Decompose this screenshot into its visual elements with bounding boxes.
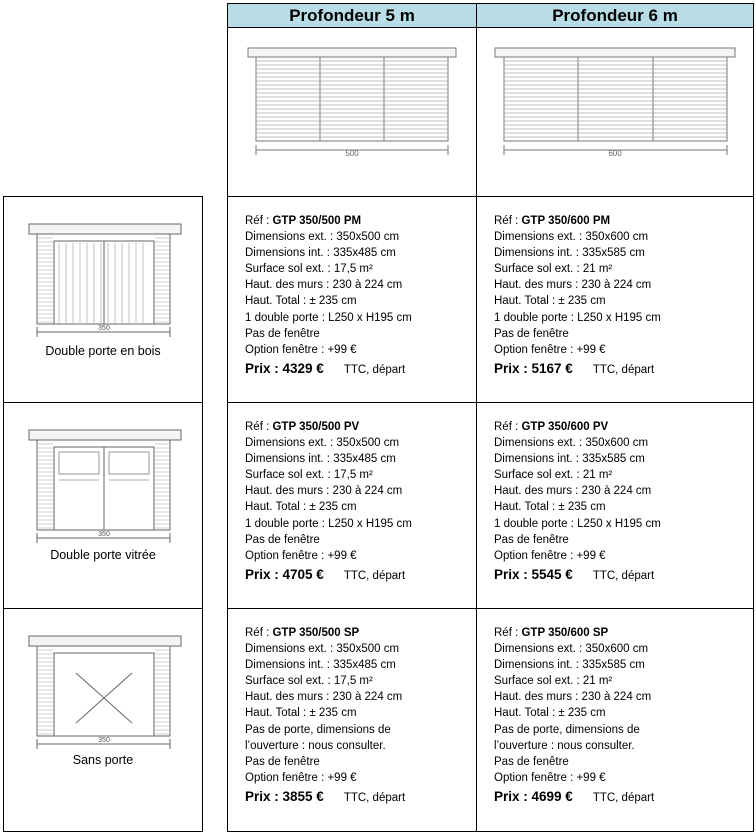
spec-line: Surface sol ext. : 21 m² [494, 263, 613, 276]
spec-line: Dimensions int. : 335x485 cm [245, 247, 396, 260]
price: Prix : 3855 € [245, 788, 324, 804]
price-note: TTC, départ [343, 569, 406, 582]
spec-line: Haut. des murs : 230 à 224 cm [494, 485, 652, 498]
ref-code: GTP 350/600 PV [521, 421, 609, 433]
ref-prefix: Réf : [245, 421, 273, 433]
plan-dim-label-5m: 500 [345, 149, 359, 158]
variant-image-cell-sans-porte [3, 608, 203, 832]
ref-code: GTP 350/500 SP [272, 627, 360, 639]
spec-line: Pas de fenêtre [494, 327, 569, 340]
spec-line: 1 double porte : L250 x H195 cm [245, 311, 412, 324]
price-note: TTC, départ [343, 363, 406, 376]
price: Prix : 4329 € [245, 360, 324, 376]
spec-line: Dimensions ext. : 350x600 cm [494, 437, 649, 450]
spec-line: Pas de porte, dimensions de [245, 723, 391, 736]
spec-line: Haut. Total : ± 235 cm [494, 707, 606, 720]
price-note: TTC, départ [592, 569, 655, 582]
spec-line: Pas de porte, dimensions de [494, 723, 640, 736]
ref-prefix: Réf : [245, 215, 273, 227]
spec-line: Dimensions ext. : 350x500 cm [245, 231, 400, 244]
front-dim-label-3: 350 [98, 737, 110, 744]
spec-line: Dimensions int. : 335x485 cm [245, 453, 396, 466]
spec-line: Pas de fenêtre [245, 327, 320, 340]
price: Prix : 4705 € [245, 566, 324, 582]
spec-line: Pas de fenêtre [494, 533, 569, 546]
plan-cell-6m [476, 27, 754, 197]
price-note: TTC, départ [592, 791, 655, 804]
spec-line: Haut. Total : ± 235 cm [494, 501, 606, 514]
spec-line: Haut. Total : ± 235 cm [245, 501, 357, 514]
spec-line: Option fenêtre : +99 € [494, 771, 606, 784]
spec-line: Dimensions ext. : 350x500 cm [245, 437, 400, 450]
spec-line: Option fenêtre : +99 € [494, 343, 606, 356]
ref-code: GTP 350/600 PM [521, 215, 611, 227]
variant-label: Sans porte [72, 753, 134, 767]
spec-card [476, 196, 754, 403]
plan-cell-5m [227, 27, 477, 197]
header-profondeur-6m: Profondeur 6 m [476, 3, 754, 28]
ref-prefix: Réf : [245, 627, 273, 639]
spec-line: Surface sol ext. : 17,5 m² [245, 469, 373, 482]
spec-card [227, 196, 477, 403]
price: Prix : 5167 € [494, 360, 573, 376]
spec-line: Haut. des murs : 230 à 224 cm [494, 691, 652, 704]
spec-line: 1 double porte : L250 x H195 cm [494, 517, 661, 530]
price: Prix : 4699 € [494, 788, 573, 804]
spec-line: Pas de fenêtre [494, 755, 569, 768]
spec-card [476, 402, 754, 609]
spec-line: Pas de fenêtre [245, 533, 320, 546]
price: Prix : 5545 € [494, 566, 573, 582]
spec-line: Dimensions int. : 335x585 cm [494, 453, 645, 466]
spec-line: Haut. des murs : 230 à 224 cm [245, 279, 403, 292]
ref-prefix: Réf : [494, 215, 522, 227]
ref-prefix: Réf : [494, 627, 522, 639]
variant-image-cell-double-porte-bois [3, 196, 203, 403]
ref-code: GTP 350/500 PV [272, 421, 360, 433]
spec-line: Surface sol ext. : 21 m² [494, 469, 613, 482]
spec-line: Surface sol ext. : 17,5 m² [245, 675, 373, 688]
garage-side-drawing-5m [228, 28, 478, 198]
spec-line: 1 double porte : L250 x H195 cm [494, 311, 661, 324]
garage-side-drawing-6m [477, 28, 755, 198]
front-dim-label-1: 350 [98, 325, 110, 332]
ref-code: GTP 350/600 SP [521, 627, 609, 639]
spec-line: Option fenêtre : +99 € [494, 549, 606, 562]
spec-line: Surface sol ext. : 21 m² [494, 675, 613, 688]
price-note: TTC, départ [343, 791, 406, 804]
spec-line: Surface sol ext. : 17,5 m² [245, 263, 373, 276]
spec-line: Dimensions ext. : 350x600 cm [494, 231, 649, 244]
variant-label: Double porte vitrée [50, 548, 156, 562]
front-dim-label-2: 350 [98, 531, 110, 538]
spec-line: Haut. Total : ± 235 cm [245, 707, 357, 720]
price-note: TTC, départ [592, 363, 655, 376]
spec-line: Dimensions ext. : 350x600 cm [494, 643, 649, 656]
spec-line: l’ouverture : nous consulter. [494, 739, 635, 752]
spec-line: Haut. des murs : 230 à 224 cm [494, 279, 652, 292]
spec-line: Dimensions int. : 335x585 cm [494, 659, 645, 672]
variant-image-cell-double-porte-vitree [3, 402, 203, 609]
header-profondeur-5m: Profondeur 5 m [227, 3, 477, 28]
variant-label: Double porte en bois [45, 344, 161, 358]
plan-dim-label-6m: 600 [608, 149, 622, 158]
spec-line: Pas de fenêtre [245, 755, 320, 768]
spec-line: l’ouverture : nous consulter. [245, 739, 386, 752]
spec-line: Option fenêtre : +99 € [245, 771, 357, 784]
spec-line: Haut. des murs : 230 à 224 cm [245, 691, 403, 704]
spec-line: Dimensions int. : 335x485 cm [245, 659, 396, 672]
spec-line: Haut. des murs : 230 à 224 cm [245, 485, 403, 498]
spec-line: Haut. Total : ± 235 cm [494, 295, 606, 308]
spec-line: Dimensions ext. : 350x500 cm [245, 643, 400, 656]
spec-line: Haut. Total : ± 235 cm [245, 295, 357, 308]
ref-code: GTP 350/500 PM [272, 215, 362, 227]
spec-card [227, 402, 477, 609]
spec-line: Dimensions int. : 335x585 cm [494, 247, 645, 260]
spec-line: Option fenêtre : +99 € [245, 343, 357, 356]
spec-card [227, 608, 477, 832]
spec-card [476, 608, 754, 832]
spec-line: 1 double porte : L250 x H195 cm [245, 517, 412, 530]
spec-line: Option fenêtre : +99 € [245, 549, 357, 562]
ref-prefix: Réf : [494, 421, 522, 433]
